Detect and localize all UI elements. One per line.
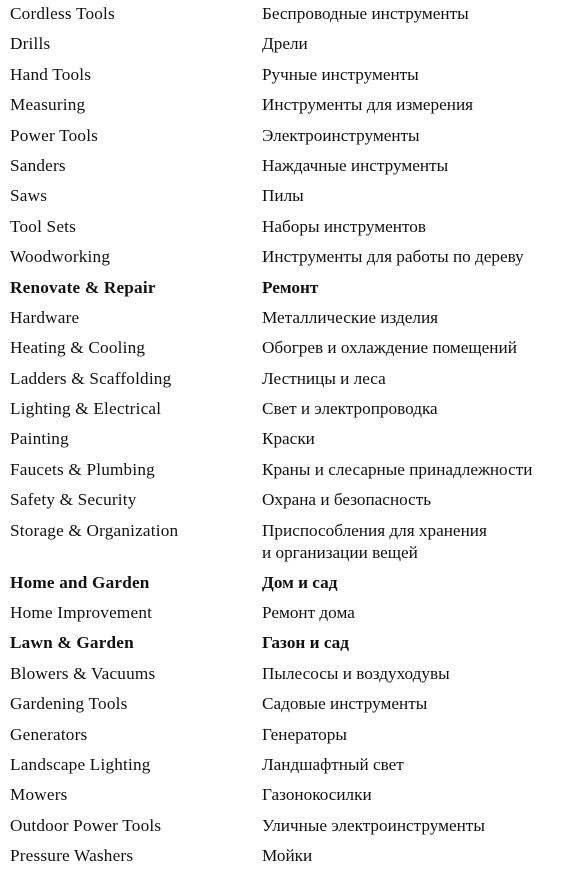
- glossary-row: [10, 724, 566, 754]
- glossary-table: [10, 3, 566, 876]
- russian-term: Обогрев и охлаждение помещений: [262, 338, 517, 358]
- russian-term: Лестницы и леса: [262, 368, 386, 388]
- english-term: Home Improvement: [10, 603, 153, 623]
- glossary-row: [10, 459, 566, 489]
- glossary-row: [10, 398, 566, 428]
- russian-term: Наждачные инструменты: [262, 155, 449, 175]
- english-term: Hand Tools: [10, 64, 92, 84]
- russian-term: Генераторы: [262, 724, 347, 744]
- glossary-row: [10, 307, 566, 337]
- english-section-heading: Renovate & Repair: [10, 277, 156, 297]
- glossary-row: [10, 94, 566, 124]
- russian-term: Краны и слесарные принадлежности: [262, 459, 533, 479]
- english-term: Pressure Washers: [10, 846, 134, 866]
- glossary-row: [10, 489, 566, 519]
- russian-term-line: Приспособления для хранения: [262, 520, 487, 540]
- english-term: Heating & Cooling: [10, 338, 146, 358]
- english-term: Safety & Security: [10, 490, 137, 510]
- russian-term: [262, 520, 566, 564]
- english-term: Woodworking: [10, 247, 111, 267]
- russian-term: Инструменты для измерения: [262, 95, 474, 115]
- glossary-row: [10, 185, 566, 215]
- english-term: Storage & Organization: [10, 520, 179, 540]
- glossary-row: [10, 33, 566, 63]
- russian-term: Дрели: [262, 34, 308, 54]
- glossary-row: [10, 428, 566, 458]
- russian-term: Охрана и безопасность: [262, 490, 432, 510]
- russian-term: Инструменты для работы по дереву: [262, 247, 524, 267]
- glossary-row: [10, 784, 566, 814]
- glossary-row: [10, 663, 566, 693]
- section-heading-row: [10, 572, 566, 602]
- english-term: Painting: [10, 429, 69, 449]
- english-section-heading: Home and Garden: [10, 572, 150, 592]
- glossary-row: [10, 845, 566, 875]
- russian-term: Ремонт дома: [262, 603, 355, 623]
- english-term: Faucets & Plumbing: [10, 459, 155, 479]
- russian-section-heading: Газон и сад: [262, 633, 349, 653]
- russian-term-line: и организации вещей: [262, 542, 418, 562]
- english-term: Ladders & Scaffolding: [10, 368, 172, 388]
- russian-term: Краски: [262, 429, 315, 449]
- glossary-row: [10, 754, 566, 784]
- glossary-row: [10, 64, 566, 94]
- glossary-row: [10, 246, 566, 276]
- section-heading-row: [10, 277, 566, 307]
- english-term: Mowers: [10, 785, 68, 805]
- russian-term: Свет и электропроводка: [262, 399, 438, 419]
- english-term: Sanders: [10, 155, 66, 175]
- english-term: Outdoor Power Tools: [10, 815, 162, 835]
- russian-term: Мойки: [262, 846, 313, 866]
- glossary-row: [10, 337, 566, 367]
- glossary-row: [10, 155, 566, 185]
- english-term: Lighting & Electrical: [10, 399, 162, 419]
- russian-term: Электроинструменты: [262, 125, 420, 145]
- english-term: Power Tools: [10, 125, 99, 145]
- section-heading-row: [10, 632, 566, 662]
- english-term: Measuring: [10, 95, 86, 115]
- russian-term: Беспроводные инструменты: [262, 4, 469, 23]
- russian-term: Наборы инструментов: [262, 216, 426, 236]
- english-term: Drills: [10, 34, 51, 54]
- english-term: Hardware: [10, 307, 80, 327]
- glossary-row: [10, 602, 566, 632]
- russian-term: Уличные электроинструменты: [262, 815, 485, 835]
- russian-term: Пилы: [262, 186, 304, 206]
- russian-term: Пылесосы и воздуходувы: [262, 663, 450, 683]
- english-term: Generators: [10, 724, 88, 744]
- glossary-row: [10, 693, 566, 723]
- glossary-row: [10, 3, 566, 33]
- russian-section-heading: Ремонт: [262, 277, 319, 297]
- english-term: Gardening Tools: [10, 694, 128, 714]
- glossary-row: [10, 125, 566, 155]
- glossary-row: [10, 815, 566, 845]
- glossary-row: [10, 368, 566, 398]
- english-term: Cordless Tools: [10, 4, 115, 23]
- glossary-row: [10, 520, 566, 572]
- russian-term: Газонокосилки: [262, 785, 372, 805]
- english-term: Saws: [10, 186, 48, 206]
- russian-term: Ручные инструменты: [262, 64, 419, 84]
- english-term: Landscape Lighting: [10, 754, 151, 774]
- english-term: Tool Sets: [10, 216, 77, 236]
- russian-term: Садовые инструменты: [262, 694, 428, 714]
- russian-section-heading: Дом и сад: [262, 572, 338, 592]
- english-term: Blowers & Vacuums: [10, 663, 156, 683]
- glossary-row: [10, 216, 566, 246]
- russian-term: Ландшафтный свет: [262, 754, 404, 774]
- russian-term: Металлические изделия: [262, 307, 439, 327]
- english-section-heading: Lawn & Garden: [10, 633, 134, 653]
